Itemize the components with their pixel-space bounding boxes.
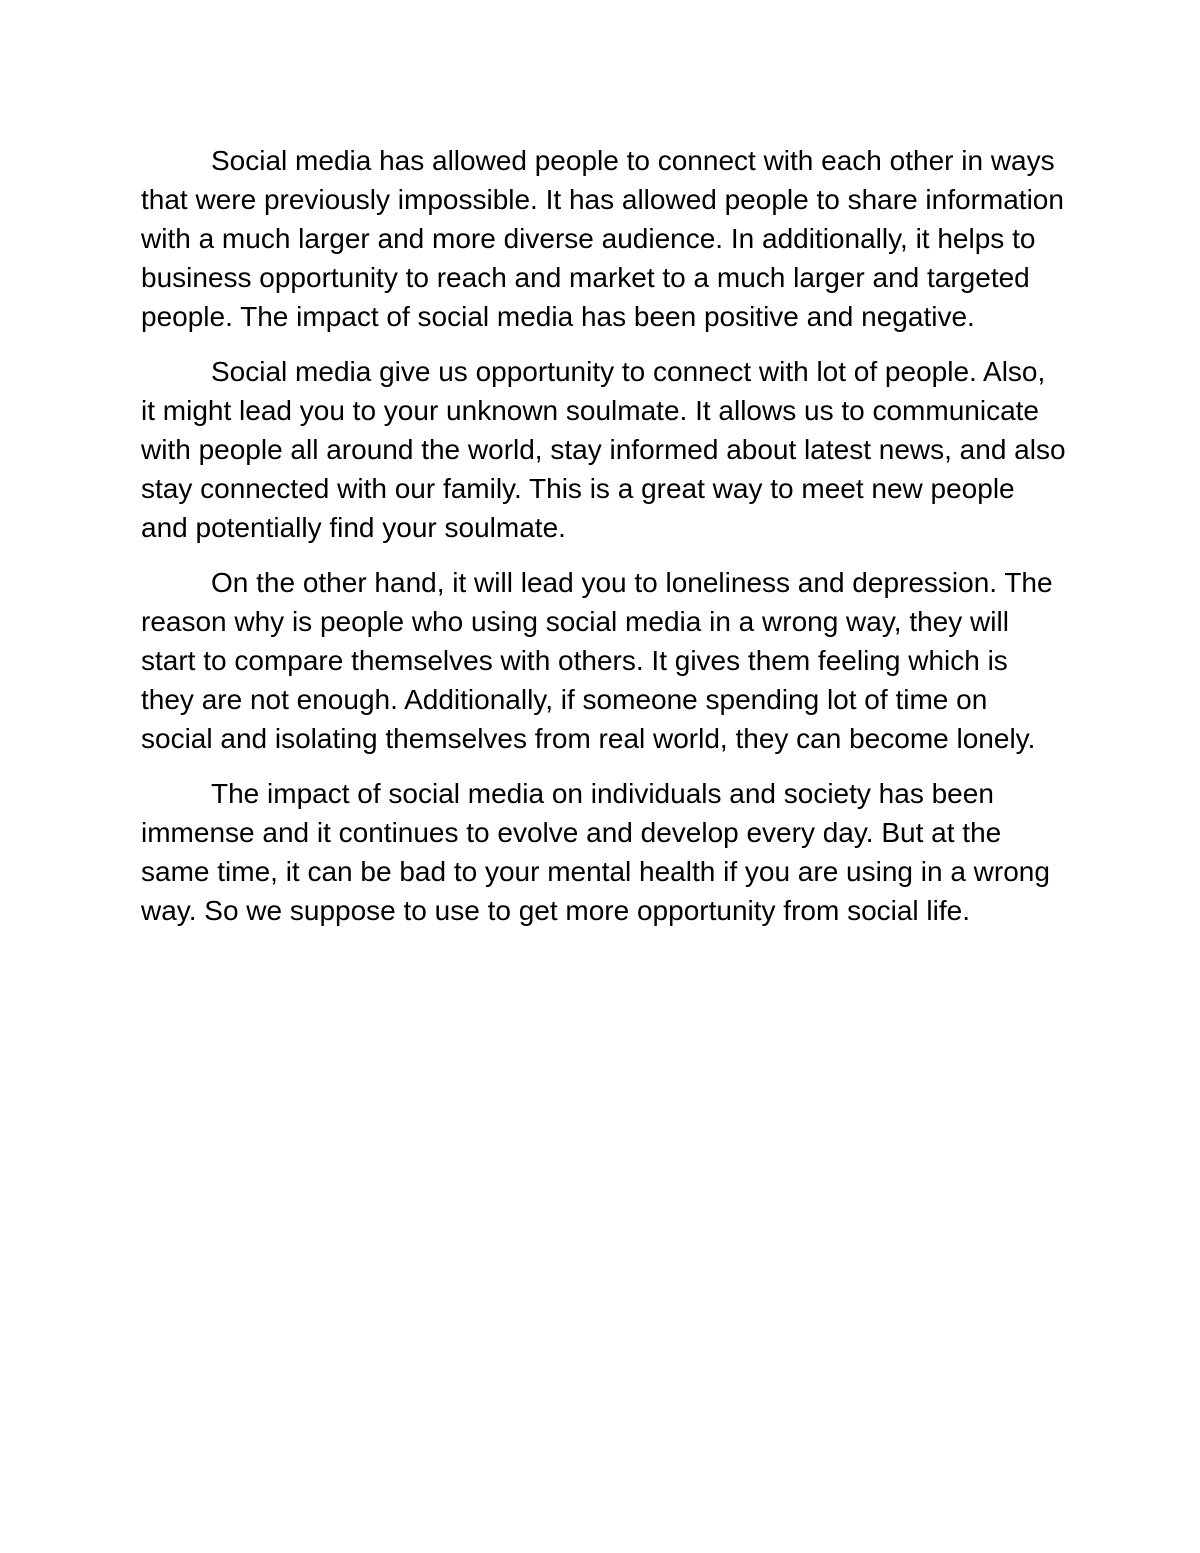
paragraph-4: The impact of social media on individuals and society has been immense and it continues to evolve and develop every day. But at the same time, it can be bad to your mental health if you are using in a wrong way. So we suppose to use to get more opportunity from social life. [141,778,1050,926]
document-body [141,141,1066,946]
paragraph-3: On the other hand, it will lead you to loneliness and depression. The reason why is people who using social media in a wrong way, they will start to compare themselves with others. It gives them feeling which is they are not enough. Additionally, if someone spending lot of time on social and isolating themselves from real world, they can become lonely. [141,567,1053,754]
paragraph-2: Social media give us opportunity to connect with lot of people. Also, it might lead you to your unknown soulmate. It allows us to communicate with people all around the world, stay informed about latest news, and also stay connected with our family. This is a great way to meet new people and potentially find your soulmate. [141,356,1066,543]
paragraph-1: Social media has allowed people to connect with each other in ways that were previously impossible. It has allowed people to share information with a much larger and more diverse audience. In additionally, it helps to business opportunity to reach and market to a much larger and targeted people. The impact of social media has been positive and negative. [141,145,1064,332]
